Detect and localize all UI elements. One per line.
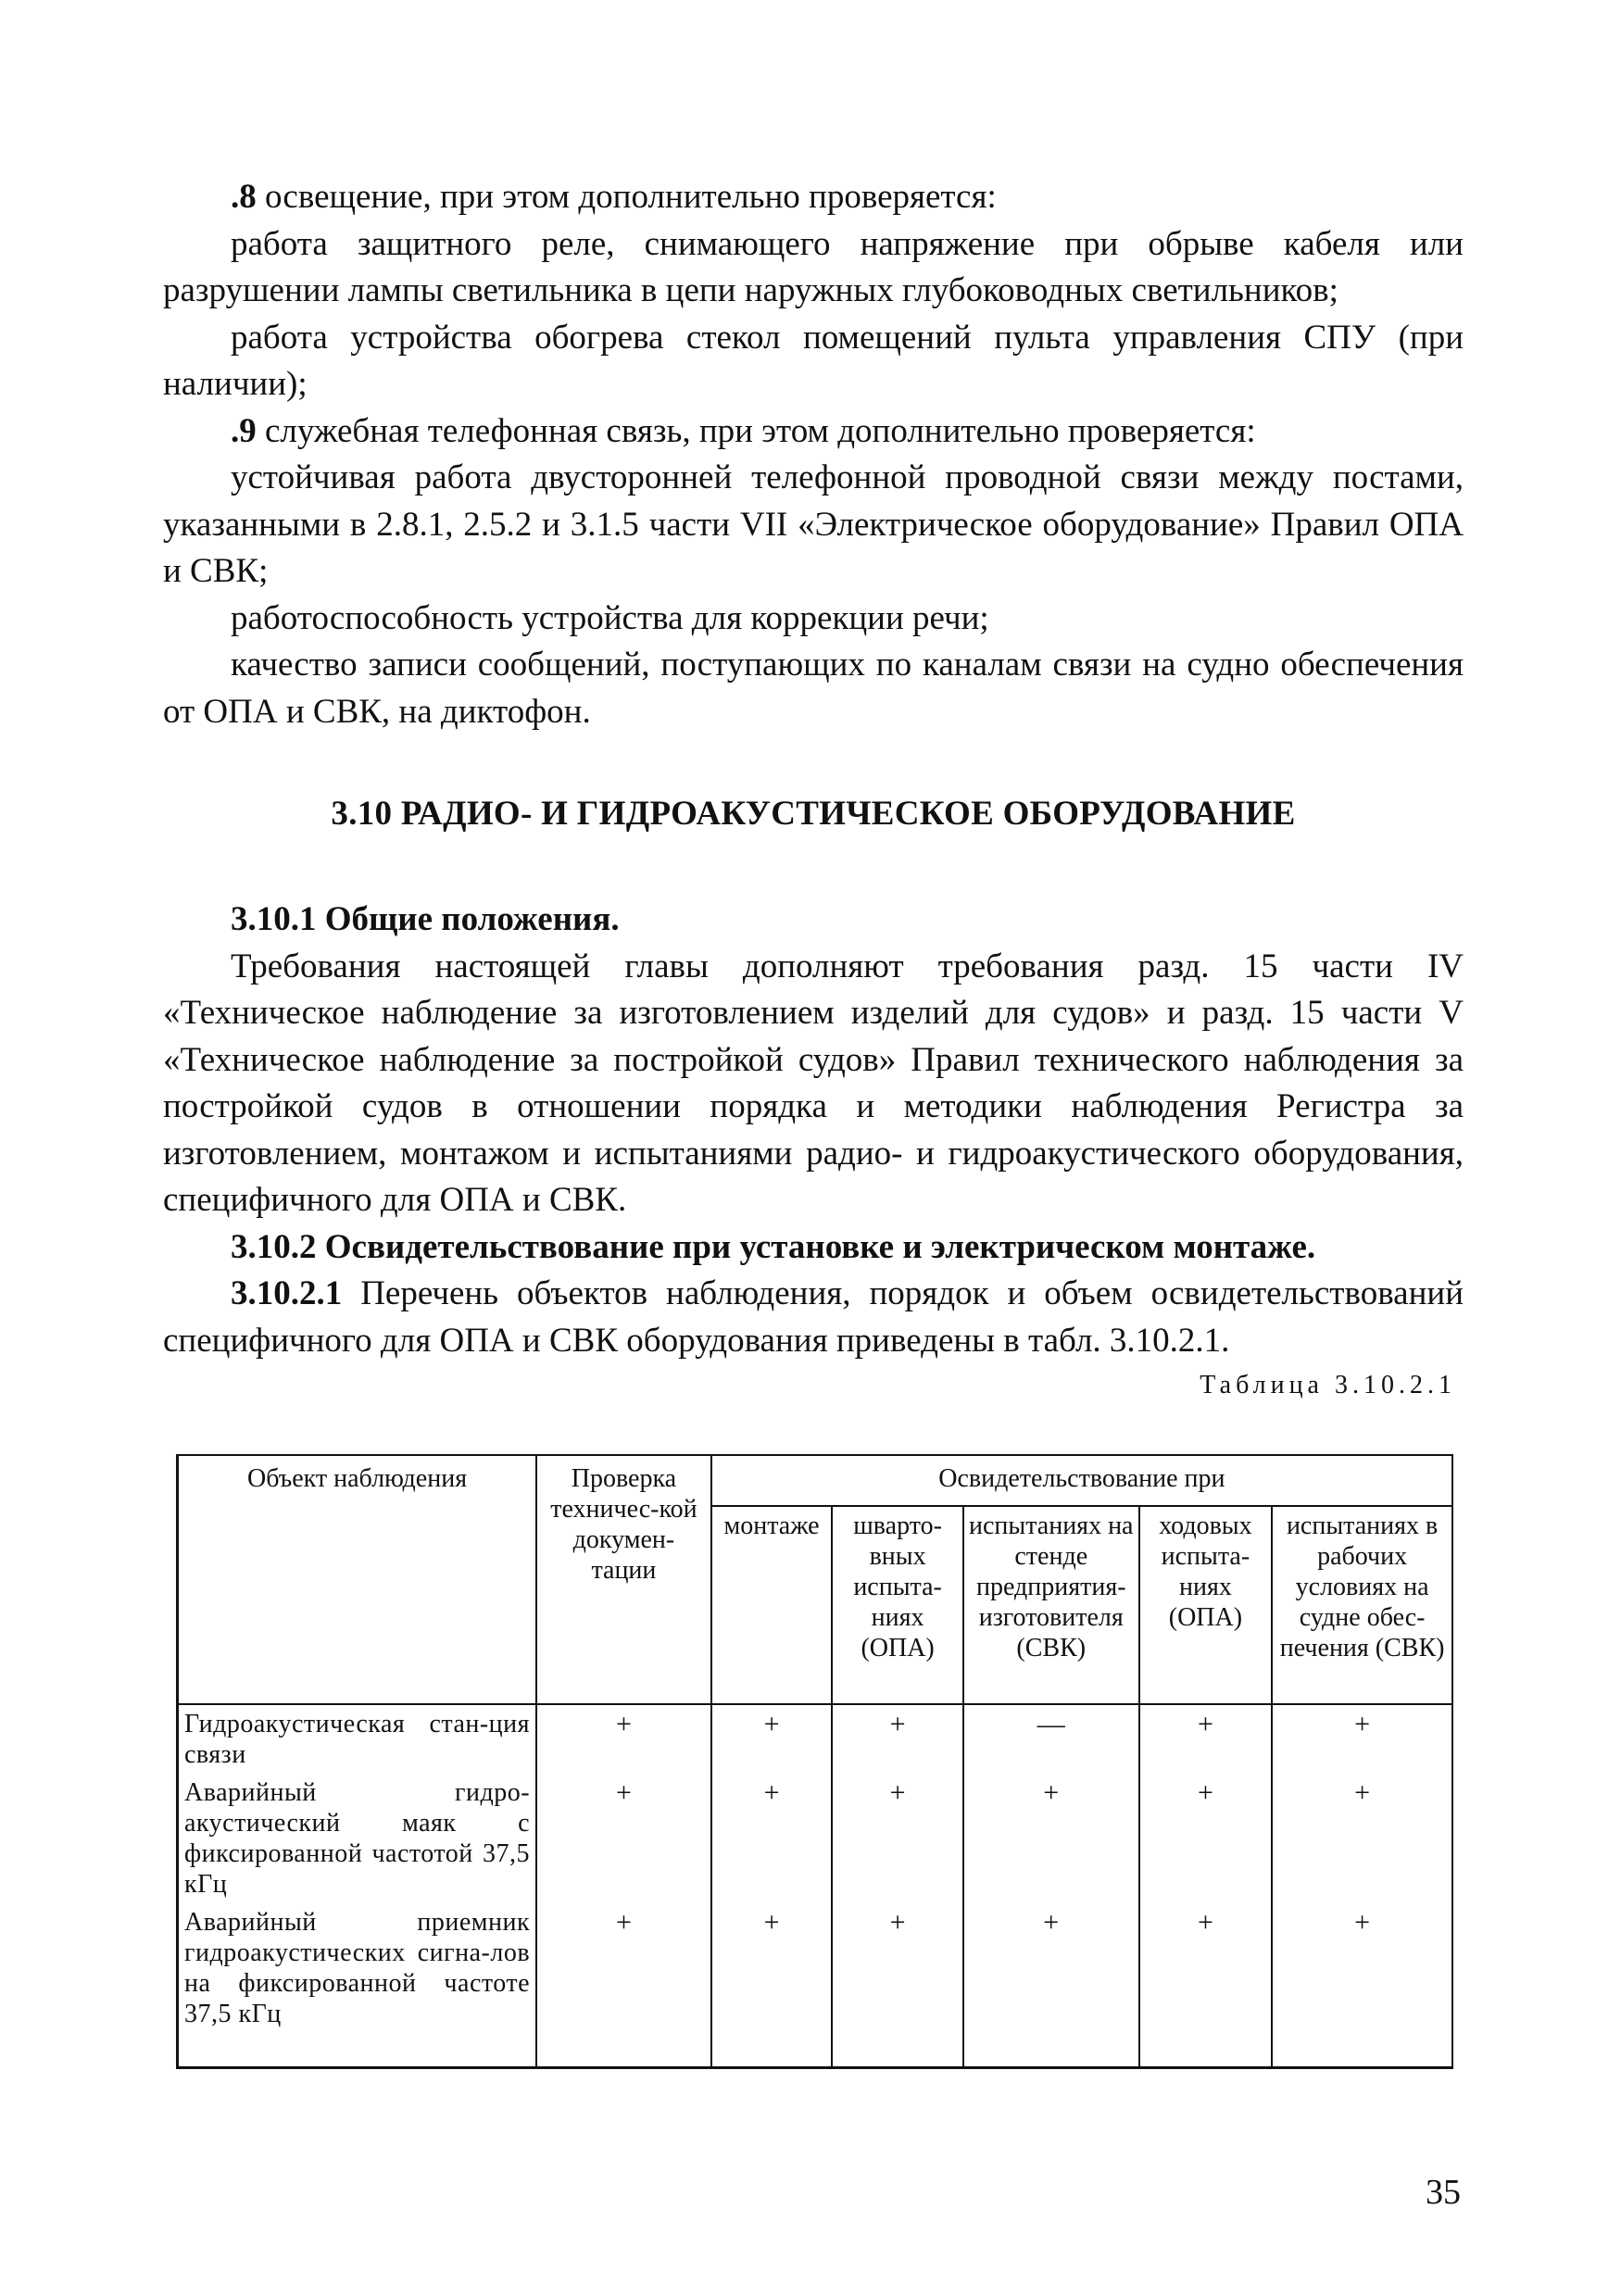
paragraph-3-10-2-1 (163, 1271, 1464, 1364)
paragraph-9c: качество записи сообщений, поступающих по каналам связи на судно обеспечения от ОПА и СВК, на диктофон. (163, 646, 1464, 731)
paragraph-8a: работа защитного реле, снимающего напряжение при обрыве кабеля или разрушении лампы светильника в цепи наружных глубоководных светильников; (163, 224, 1464, 309)
cell-mark: + (1139, 1704, 1273, 1774)
paragraph-9a: устойчивая работа двусторонней телефонной проводной связи между постами, указанными в 2.8.1, 2.5.2 и 3.1.5 части VII «Электрическое оборудование» Правил ОПА и СВК; (163, 458, 1464, 590)
cell-mark: + (711, 1903, 833, 2068)
paragraph-9 (163, 408, 1464, 456)
cell-mark: + (1272, 1704, 1452, 1774)
clause-number: 3.10.2.1 (231, 1274, 343, 1312)
subsection-text-3-10-1: Требования настоящей главы дополняют требования разд. 15 части IV «Техническое наблюдение за изготовлением изделий для судов» и разд. 15 части V «Техническое наблюдение за постройкой судов» Правил технического наблюдения за постройкой судов в отношении порядка и методики наблюдения Регистра за изготовлением, монтажом и испытаниями радио- и гидроакустического оборудования, специфичного для ОПА и СВК. (163, 947, 1464, 1219)
cell-mark: + (711, 1704, 833, 1774)
cell-mark: + (1272, 1774, 1452, 1903)
header-sub-stand: испытаниях на стенде предприятия-изготовителя (СВК) (963, 1506, 1139, 1704)
section-title: 3.10 РАДИО- И ГИДРОАКУСТИЧЕСКОЕ ОБОРУДОВАНИЕ (331, 795, 1296, 833)
cell-mark: + (832, 1903, 963, 2068)
cell-mark: — (963, 1704, 1139, 1774)
cell-mark: + (711, 1774, 833, 1903)
cell-mark: + (963, 1903, 1139, 2068)
table-row (178, 1774, 1453, 1903)
table-row (178, 1704, 1453, 1774)
cell-mark: + (1139, 1774, 1273, 1903)
paragraph-8 (163, 174, 1464, 221)
subsection-heading-3-10-2: 3.10.2 Освидетельствование при установке и электрическом монтаже. (231, 1227, 1316, 1266)
table-caption: Таблица 3.10.2.1 (1200, 1371, 1456, 1399)
row-object: Аварийный гидро-акустический маяк с фиксированной частотой 37,5 кГц (178, 1774, 537, 1903)
cell-mark: + (963, 1774, 1139, 1903)
survey-table (176, 1454, 1453, 2069)
subsection-heading-3-10-1: 3.10.1 Общие положения. (231, 900, 620, 938)
header-docs: Проверка техничес-кой докумен-тации (536, 1455, 711, 1704)
header-sub-sea: ходовых испыта-ниях (ОПА) (1139, 1506, 1273, 1704)
clause-text: Перечень объектов наблюдения, порядок и объем освидетельствований специфичного для ОПА и СВК оборудования приведены в табл. 3.10.2.1. (163, 1274, 1464, 1360)
header-sub-mounting: монтаже (711, 1506, 833, 1704)
row-object: Гидроакустическая стан-ция связи (178, 1704, 537, 1774)
paragraph-8b: работа устройства обогрева стекол помещений пульта управления СПУ (при наличии); (163, 318, 1464, 403)
cell-mark: + (536, 1704, 711, 1774)
page-number: 35 (1426, 2173, 1461, 2212)
cell-mark: + (1272, 1903, 1452, 2068)
cell-mark: + (536, 1774, 711, 1903)
table-row (178, 1903, 1453, 2068)
paragraph-9b: работоспособность устройства для коррекции речи; (231, 598, 989, 637)
item-text: освещение, при этом дополнительно проверяется: (256, 178, 997, 216)
row-object: Аварийный приемник гидроакустических сигна-лов на фиксированной частоте 37,5 кГц (178, 1903, 537, 2068)
cell-mark: + (832, 1774, 963, 1903)
item-number: .8 (231, 178, 257, 216)
cell-mark: + (832, 1704, 963, 1774)
cell-mark: + (1139, 1903, 1273, 2068)
header-sub-mooring: шварто-вных испыта-ниях (ОПА) (832, 1506, 963, 1704)
header-sub-working: испытаниях в рабочих условиях на судне обес-печения (СВК) (1272, 1506, 1452, 1704)
page-body (163, 174, 1464, 1420)
item-number: .9 (231, 411, 257, 450)
header-object: Объект наблюдения (178, 1455, 537, 1704)
cell-mark: + (536, 1903, 711, 2068)
header-survey: Освидетельствование при (711, 1455, 1452, 1506)
item-text: служебная телефонная связь, при этом дополнительно проверяется: (256, 411, 1256, 450)
